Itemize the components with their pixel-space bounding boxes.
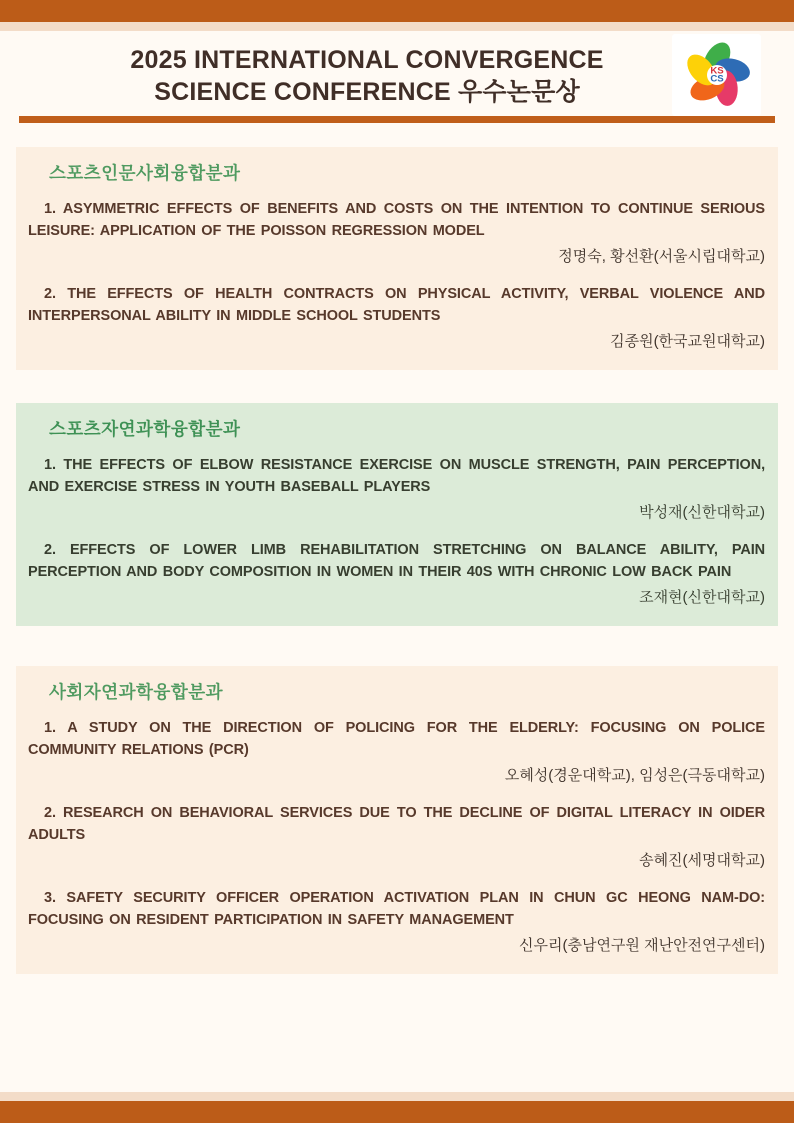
paper-title: 2. EFFECTS OF LOWER LIMB REHABILITATION STRETCHING ON BALANCE ABILITY, PAIN PERCEPTION AND BODY COMPOSITION IN WOMEN IN THEIR 40S WITH CHRONIC LOW BACK PAIN [28, 542, 765, 580]
page-title-line1: 2025 INTERNATIONAL CONVERGENCE [130, 46, 604, 74]
bottom-accent-strip [0, 1092, 794, 1101]
paper-title: 2. THE EFFECTS OF HEALTH CONTRACTS ON PHYSICAL ACTIVITY, VERBAL VIOLENCE AND INTERPERSONAL ABILITY IN MIDDLE SCHOOL STUDENTS [28, 286, 765, 324]
paper-item [28, 540, 765, 608]
kscs-pinwheel-icon [679, 38, 755, 112]
paper-item [28, 718, 765, 786]
paper-title: 1. ASYMMETRIC EFFECTS OF BENEFITS AND COSTS ON THE INTENTION TO CONTINUE SERIOUS LEISURE: APPLICATION OF THE POISSON REGRESSION MODEL [28, 201, 765, 239]
paper-authors: 정명숙, 황선환(서울시립대학교) [558, 248, 765, 265]
kscs-logo [672, 34, 761, 116]
paper-item [28, 888, 765, 956]
paper-title: 2. RESEARCH ON BEHAVIORAL SERVICES DUE TO THE DECLINE OF DIGITAL LITERACY IN OIDER ADULTS [28, 805, 765, 843]
paper-authors: 조재현(신한대학교) [639, 589, 765, 606]
logo-text-cs: CS [709, 73, 724, 85]
paper-authors: 박성재(신한대학교) [639, 504, 765, 521]
paper-item [28, 803, 765, 871]
bottom-border-bar [0, 1101, 794, 1123]
section-heading: 스포츠자연과학융합분과 [49, 419, 241, 439]
paper-authors: 김종원(한국교원대학교) [610, 333, 765, 350]
paper-title: 1. THE EFFECTS OF ELBOW RESISTANCE EXERCISE ON MUSCLE STRENGTH, PAIN PERCEPTION, AND EXERCISE STRESS IN YOUTH BASEBALL PLAYERS [28, 457, 765, 495]
paper-authors: 오혜성(경운대학교), 임성은(극동대학교) [504, 767, 765, 784]
section-social-natural-science [16, 666, 778, 974]
paper-title: 3. SAFETY SECURITY OFFICER OPERATION ACTIVATION PLAN IN CHUN GC HEONG NAM-DO: FOCUSING ON RESIDENT PARTICIPATION IN SAFETY MANAGEMENT [28, 890, 765, 928]
paper-item [28, 455, 765, 523]
paper-item [28, 284, 765, 352]
header-divider-rule [19, 116, 775, 123]
section-heading: 사회자연과학융합분과 [49, 682, 224, 702]
paper-authors: 송혜진(세명대학교) [639, 852, 765, 869]
paper-item [28, 199, 765, 267]
logo-text-ks: KS [709, 65, 724, 77]
paper-authors: 신우리(충남연구원 재난안전연구센터) [519, 937, 765, 954]
section-sports-humanities-social [16, 147, 778, 370]
page-title-line2: SCIENCE CONFERENCE 우수논문상 [154, 78, 580, 106]
section-heading: 스포츠인문사회융합분과 [49, 163, 241, 183]
paper-title: 1. A STUDY ON THE DIRECTION OF POLICING FOR THE ELDERLY: FOCUSING ON POLICE COMMUNITY RELATIONS (PCR) [28, 720, 765, 758]
header [0, 0, 794, 116]
section-sports-natural-science [16, 403, 778, 626]
